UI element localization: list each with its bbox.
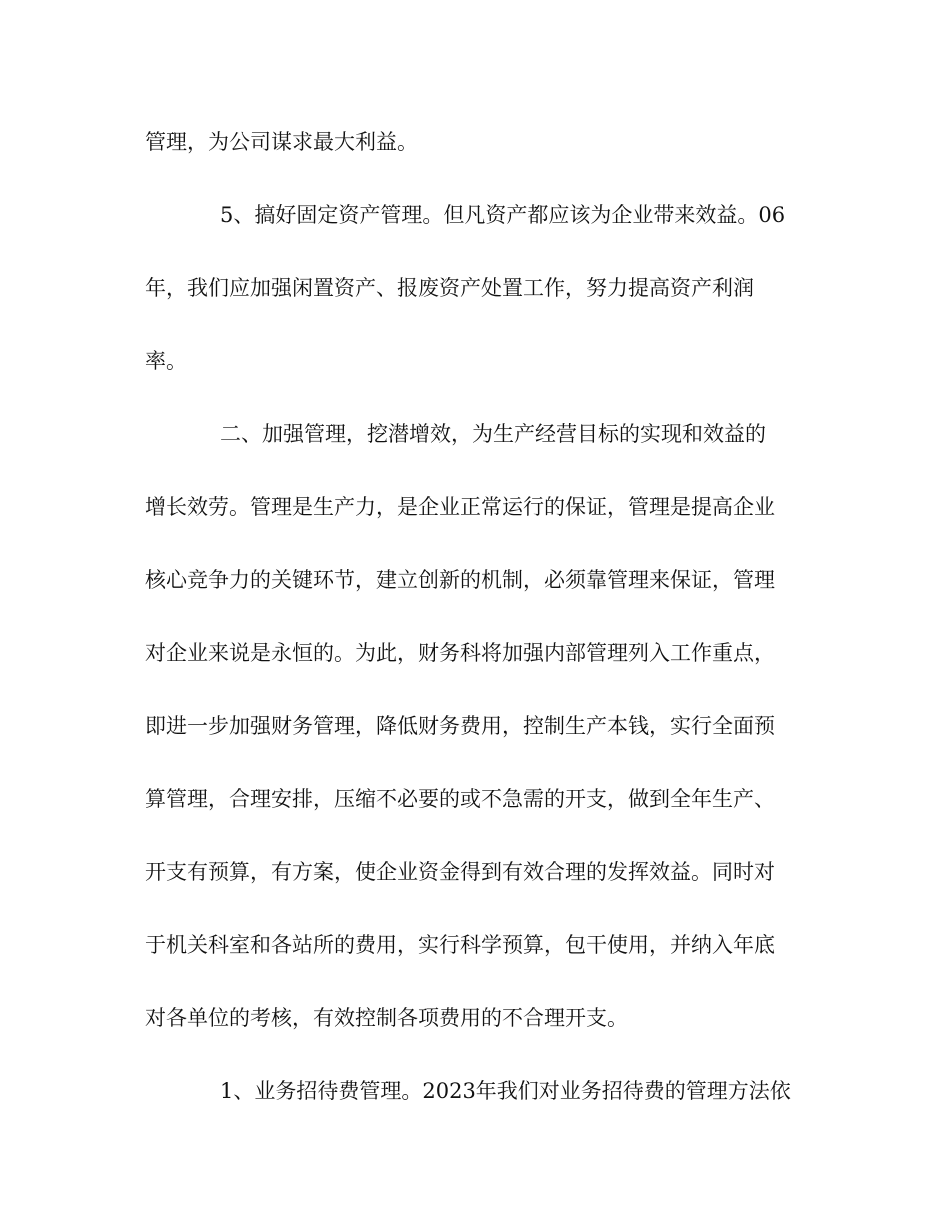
text-line: 对企业来说是永恒的。为此，财务科将加强内部管理列入工作重点， <box>145 641 775 665</box>
text-line: 核心竞争力的关键环节，建立创新的机制，必须靠管理来保证，管理 <box>145 568 775 592</box>
paragraph-start-line: 5、搞好固定资产管理。但凡资产都应该为企业带来效益。06 <box>220 203 786 227</box>
paragraph-start-line: 1、业务招待费管理。2023年我们对业务招待费的管理方法依 <box>220 1079 791 1103</box>
text-line: 年，我们应加强闲置资产、报废资产处置工作，努力提高资产利润 <box>145 276 754 300</box>
text-line: 对各单位的考核，有效控制各项费用的不合理开支。 <box>145 1006 628 1030</box>
text-line: 算管理，合理安排，压缩不必要的或不急需的开支，做到全年生产、 <box>145 787 775 811</box>
text-line: 于机关科室和各站所的费用，实行科学预算，包干使用，并纳入年底 <box>145 933 775 957</box>
text-line: 增长效劳。管理是生产力，是企业正常运行的保证，管理是提高企业 <box>145 495 775 519</box>
text-line: 管理，为公司谋求最大利益。 <box>145 130 418 154</box>
paragraph-start-line: 二、加强管理，挖潜增效，为生产经营目标的实现和效益的 <box>220 422 766 446</box>
text-line: 开支有预算，有方案，使企业资金得到有效合理的发挥效益。同时对 <box>145 860 775 884</box>
text-line: 率。 <box>145 349 187 373</box>
text-line: 即进一步加强财务管理，降低财务费用，控制生产本钱，实行全面预 <box>145 714 775 738</box>
